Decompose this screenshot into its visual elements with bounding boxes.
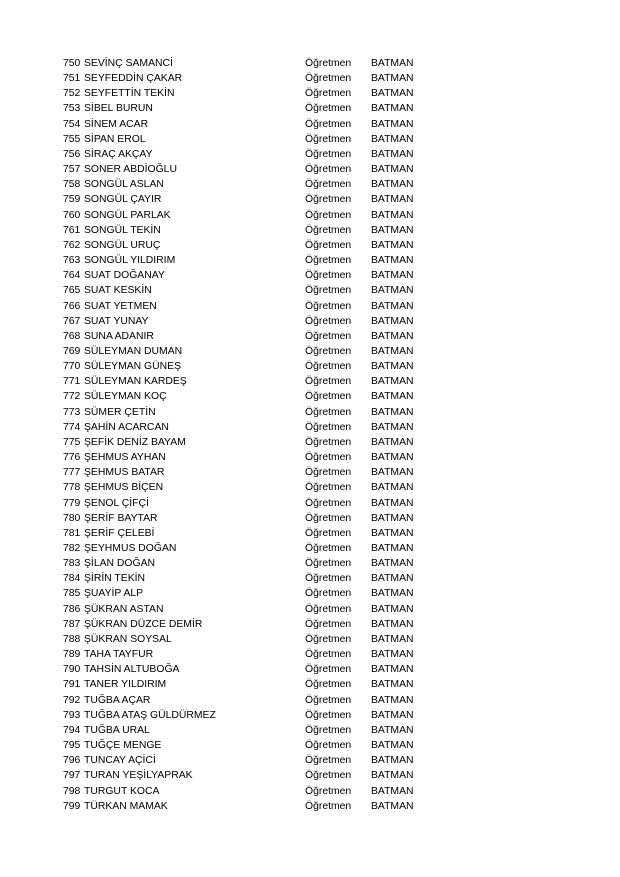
list-item xyxy=(0,784,620,799)
row-number: 778 xyxy=(63,482,81,494)
person-name: SUAT YETMEN xyxy=(84,300,157,312)
city-name: BATMAN xyxy=(371,497,414,509)
job-title: Öğretmen xyxy=(305,482,352,494)
city-name: BATMAN xyxy=(371,436,414,448)
person-name: SİNEM ACAR xyxy=(84,118,149,130)
person-name: SİBEL BURUN xyxy=(84,103,153,115)
person-name: SÜMER ÇETİN xyxy=(84,406,156,418)
city-name: BATMAN xyxy=(371,467,414,479)
city-name: BATMAN xyxy=(371,209,414,221)
job-title: Öğretmen xyxy=(305,724,352,736)
teacher-list xyxy=(0,56,620,814)
list-item xyxy=(0,586,620,601)
job-title: Öğretmen xyxy=(305,649,352,661)
job-title: Öğretmen xyxy=(305,709,352,721)
row-number: 770 xyxy=(63,361,81,373)
city-name: BATMAN xyxy=(371,649,414,661)
person-name: TUĞÇE MENGE xyxy=(84,740,162,752)
list-item xyxy=(0,268,620,283)
job-title: Öğretmen xyxy=(305,618,352,630)
city-name: BATMAN xyxy=(371,285,414,297)
row-number: 756 xyxy=(63,148,81,160)
list-item xyxy=(0,223,620,238)
row-number: 767 xyxy=(63,315,81,327)
job-title: Öğretmen xyxy=(305,361,352,373)
list-item xyxy=(0,632,620,647)
row-number: 759 xyxy=(63,194,81,206)
job-title: Öğretmen xyxy=(305,573,352,585)
person-name: SONER ABDİOĞLU xyxy=(84,164,177,176)
row-number: 755 xyxy=(63,133,81,145)
job-title: Öğretmen xyxy=(305,255,352,267)
row-number: 773 xyxy=(63,406,81,418)
person-name: TAHA TAYFUR xyxy=(84,649,154,661)
job-title: Öğretmen xyxy=(305,285,352,297)
job-title: Öğretmen xyxy=(305,800,352,812)
person-name: TURAN YEŞİLYAPRAK xyxy=(84,770,193,782)
city-name: BATMAN xyxy=(371,709,414,721)
person-name: ŞİRİN TEKİN xyxy=(84,573,146,585)
person-name: SUAT YUNAY xyxy=(84,315,149,327)
person-name: ŞÜKRAN ASTAN xyxy=(84,603,164,615)
row-number: 790 xyxy=(63,664,81,676)
row-number: 758 xyxy=(63,179,81,191)
person-name: TUĞBA URAL xyxy=(84,724,150,736)
row-number: 762 xyxy=(63,239,81,251)
city-name: BATMAN xyxy=(371,376,414,388)
row-number: 796 xyxy=(63,755,81,767)
job-title: Öğretmen xyxy=(305,315,352,327)
person-name: TUĞBA AÇAR xyxy=(84,694,151,706)
person-name: ŞÜKRAN SOYSAL xyxy=(84,633,172,645)
person-name: SUAT KESKİN xyxy=(84,285,152,297)
list-item xyxy=(0,329,620,344)
city-name: BATMAN xyxy=(371,179,414,191)
person-name: SEYFEDDİN ÇAKAR xyxy=(84,73,183,85)
job-title: Öğretmen xyxy=(305,543,352,554)
city-name: BATMAN xyxy=(371,300,414,312)
list-item xyxy=(0,374,620,389)
job-title: Öğretmen xyxy=(305,512,352,524)
row-number: 771 xyxy=(63,376,81,388)
job-title: Öğretmen xyxy=(305,633,352,645)
person-name: SONGÜL TEKİN xyxy=(84,224,161,236)
row-number: 792 xyxy=(63,694,81,706)
row-number: 766 xyxy=(63,300,81,312)
person-name: ŞİLAN DOĞAN xyxy=(84,558,156,570)
row-number: 750 xyxy=(63,58,81,69)
person-name: ŞEFİK DENİZ BAYAM xyxy=(84,436,186,448)
list-item xyxy=(0,693,620,708)
list-item xyxy=(0,753,620,768)
person-name: SONGÜL YILDIRIM xyxy=(84,255,176,267)
city-name: BATMAN xyxy=(371,88,414,100)
job-title: Öğretmen xyxy=(305,467,352,479)
job-title: Öğretmen xyxy=(305,770,352,782)
city-name: BATMAN xyxy=(371,694,414,706)
city-name: BATMAN xyxy=(371,573,414,585)
list-item xyxy=(0,496,620,511)
list-item xyxy=(0,359,620,374)
city-name: BATMAN xyxy=(371,603,414,615)
list-item xyxy=(0,677,620,692)
list-item xyxy=(0,647,620,662)
job-title: Öğretmen xyxy=(305,330,352,342)
city-name: BATMAN xyxy=(371,633,414,645)
city-name: BATMAN xyxy=(371,755,414,767)
person-name: SÜLEYMAN KOÇ xyxy=(84,391,167,403)
list-item xyxy=(0,344,620,359)
row-number: 772 xyxy=(63,391,81,403)
list-item xyxy=(0,314,620,329)
person-name: SONGÜL ÇAYIR xyxy=(84,194,162,206)
job-title: Öğretmen xyxy=(305,103,352,115)
list-item xyxy=(0,56,620,71)
person-name: ŞÜKRAN DÜZCE DEMİR xyxy=(84,618,203,630)
row-number: 765 xyxy=(63,285,81,297)
list-item xyxy=(0,420,620,435)
row-number: 798 xyxy=(63,785,81,797)
job-title: Öğretmen xyxy=(305,391,352,403)
person-name: ŞAHİN ACARCAN xyxy=(84,421,169,433)
job-title: Öğretmen xyxy=(305,452,352,464)
job-title: Öğretmen xyxy=(305,239,352,251)
list-item xyxy=(0,86,620,101)
list-item xyxy=(0,511,620,526)
row-number: 783 xyxy=(63,558,81,570)
city-name: BATMAN xyxy=(371,740,414,752)
city-name: BATMAN xyxy=(371,361,414,373)
city-name: BATMAN xyxy=(371,58,414,69)
list-item xyxy=(0,708,620,723)
city-name: BATMAN xyxy=(371,118,414,130)
job-title: Öğretmen xyxy=(305,588,352,600)
city-name: BATMAN xyxy=(371,543,414,554)
list-item xyxy=(0,799,620,814)
person-name: TURGUT KOCA xyxy=(84,785,160,797)
person-name: TÜRKAN MAMAK xyxy=(84,800,168,812)
row-number: 799 xyxy=(63,800,81,812)
person-name: TAHSİN ALTUBOĞA xyxy=(84,664,180,676)
person-name: TANER YILDIRIM xyxy=(84,679,167,691)
person-name: ŞERİF BAYTAR xyxy=(84,512,158,524)
row-number: 769 xyxy=(63,345,81,357)
city-name: BATMAN xyxy=(371,164,414,176)
job-title: Öğretmen xyxy=(305,406,352,418)
person-name: ŞEHMUS BİÇEN xyxy=(84,482,164,494)
city-name: BATMAN xyxy=(371,482,414,494)
person-name: SÜLEYMAN DUMAN xyxy=(84,345,183,357)
list-item xyxy=(0,299,620,314)
person-name: ŞEHMUS AYHAN xyxy=(84,452,166,464)
list-item xyxy=(0,101,620,116)
list-item xyxy=(0,132,620,147)
list-item xyxy=(0,465,620,480)
city-name: BATMAN xyxy=(371,724,414,736)
job-title: Öğretmen xyxy=(305,376,352,388)
job-title: Öğretmen xyxy=(305,194,352,206)
list-item xyxy=(0,571,620,586)
city-name: BATMAN xyxy=(371,391,414,403)
city-name: BATMAN xyxy=(371,103,414,115)
city-name: BATMAN xyxy=(371,194,414,206)
job-title: Öğretmen xyxy=(305,209,352,221)
job-title: Öğretmen xyxy=(305,345,352,357)
person-name: SUAT DOĞANAY xyxy=(84,270,165,282)
job-title: Öğretmen xyxy=(305,436,352,448)
city-name: BATMAN xyxy=(371,148,414,160)
row-number: 757 xyxy=(63,164,81,176)
job-title: Öğretmen xyxy=(305,527,352,539)
job-title: Öğretmen xyxy=(305,224,352,236)
person-name: SÜLEYMAN GÜNEŞ xyxy=(84,361,182,373)
job-title: Öğretmen xyxy=(305,300,352,312)
job-title: Öğretmen xyxy=(305,118,352,130)
person-name: ŞENOL ÇİFÇİ xyxy=(84,497,149,509)
row-number: 789 xyxy=(63,649,81,661)
job-title: Öğretmen xyxy=(305,73,352,85)
row-number: 797 xyxy=(63,770,81,782)
person-name: ŞERİF ÇELEBİ xyxy=(84,527,155,539)
city-name: BATMAN xyxy=(371,133,414,145)
list-item xyxy=(0,480,620,495)
row-number: 782 xyxy=(63,543,81,554)
city-name: BATMAN xyxy=(371,255,414,267)
list-item xyxy=(0,617,620,632)
job-title: Öğretmen xyxy=(305,785,352,797)
city-name: BATMAN xyxy=(371,679,414,691)
city-name: BATMAN xyxy=(371,239,414,251)
row-number: 781 xyxy=(63,527,81,539)
job-title: Öğretmen xyxy=(305,558,352,570)
row-number: 764 xyxy=(63,270,81,282)
job-title: Öğretmen xyxy=(305,179,352,191)
person-name: SUNA ADANIR xyxy=(84,330,154,342)
person-name: SEVİNÇ SAMANCİ xyxy=(84,58,173,69)
city-name: BATMAN xyxy=(371,421,414,433)
list-item xyxy=(0,556,620,571)
person-name: ŞEYHMUS DOĞAN xyxy=(84,543,177,554)
row-number: 776 xyxy=(63,452,81,464)
job-title: Öğretmen xyxy=(305,133,352,145)
person-name: SONGÜL ASLAN xyxy=(84,179,164,191)
list-item xyxy=(0,162,620,177)
row-number: 780 xyxy=(63,512,81,524)
list-item xyxy=(0,253,620,268)
city-name: BATMAN xyxy=(371,73,414,85)
person-name: SİPAN EROL xyxy=(84,133,146,145)
city-name: BATMAN xyxy=(371,664,414,676)
list-item xyxy=(0,208,620,223)
list-item xyxy=(0,435,620,450)
row-number: 777 xyxy=(63,467,81,479)
job-title: Öğretmen xyxy=(305,664,352,676)
person-name: TUĞBA ATAŞ GÜLDÜRMEZ xyxy=(84,709,216,721)
person-name: TUNCAY AÇİCİ xyxy=(84,755,156,767)
list-item xyxy=(0,71,620,86)
person-name: ŞUAYİP ALP xyxy=(84,588,144,600)
job-title: Öğretmen xyxy=(305,603,352,615)
row-number: 788 xyxy=(63,633,81,645)
row-number: 775 xyxy=(63,436,81,448)
city-name: BATMAN xyxy=(371,224,414,236)
list-item xyxy=(0,723,620,738)
row-number: 787 xyxy=(63,618,81,630)
list-item xyxy=(0,738,620,753)
row-number: 753 xyxy=(63,103,81,115)
job-title: Öğretmen xyxy=(305,694,352,706)
city-name: BATMAN xyxy=(371,618,414,630)
list-item xyxy=(0,450,620,465)
person-name: SİRAÇ AKÇAY xyxy=(84,148,153,160)
list-item xyxy=(0,389,620,404)
city-name: BATMAN xyxy=(371,330,414,342)
list-item xyxy=(0,768,620,783)
person-name: SEYFETTİN TEKİN xyxy=(84,88,175,100)
row-number: 785 xyxy=(63,588,81,600)
job-title: Öğretmen xyxy=(305,148,352,160)
list-item xyxy=(0,177,620,192)
row-number: 774 xyxy=(63,421,81,433)
row-number: 795 xyxy=(63,740,81,752)
person-name: SÜLEYMAN KARDEŞ xyxy=(84,376,187,388)
job-title: Öğretmen xyxy=(305,497,352,509)
job-title: Öğretmen xyxy=(305,755,352,767)
row-number: 791 xyxy=(63,679,81,691)
list-item xyxy=(0,117,620,132)
city-name: BATMAN xyxy=(371,800,414,812)
person-name: SONGÜL URUÇ xyxy=(84,239,161,251)
city-name: BATMAN xyxy=(371,770,414,782)
row-number: 786 xyxy=(63,603,81,615)
person-name: ŞEHMUS BATAR xyxy=(84,467,165,479)
list-item xyxy=(0,526,620,541)
city-name: BATMAN xyxy=(371,406,414,418)
list-item xyxy=(0,192,620,207)
job-title: Öğretmen xyxy=(305,164,352,176)
city-name: BATMAN xyxy=(371,588,414,600)
row-number: 760 xyxy=(63,209,81,221)
city-name: BATMAN xyxy=(371,270,414,282)
list-item xyxy=(0,238,620,253)
row-number: 784 xyxy=(63,573,81,585)
row-number: 761 xyxy=(63,224,81,236)
city-name: BATMAN xyxy=(371,558,414,570)
list-item xyxy=(0,283,620,298)
row-number: 754 xyxy=(63,118,81,130)
row-number: 751 xyxy=(63,73,81,85)
person-name: SONGÜL PARLAK xyxy=(84,209,171,221)
city-name: BATMAN xyxy=(371,527,414,539)
job-title: Öğretmen xyxy=(305,58,352,69)
city-name: BATMAN xyxy=(371,785,414,797)
row-number: 793 xyxy=(63,709,81,721)
city-name: BATMAN xyxy=(371,315,414,327)
row-number: 779 xyxy=(63,497,81,509)
row-number: 794 xyxy=(63,724,81,736)
job-title: Öğretmen xyxy=(305,270,352,282)
list-item xyxy=(0,147,620,162)
list-item xyxy=(0,541,620,556)
list-item xyxy=(0,602,620,617)
job-title: Öğretmen xyxy=(305,88,352,100)
row-number: 763 xyxy=(63,255,81,267)
job-title: Öğretmen xyxy=(305,421,352,433)
job-title: Öğretmen xyxy=(305,679,352,691)
city-name: BATMAN xyxy=(371,345,414,357)
list-item xyxy=(0,405,620,420)
row-number: 752 xyxy=(63,88,81,100)
city-name: BATMAN xyxy=(371,452,414,464)
list-item xyxy=(0,662,620,677)
job-title: Öğretmen xyxy=(305,740,352,752)
city-name: BATMAN xyxy=(371,512,414,524)
row-number: 768 xyxy=(63,330,81,342)
